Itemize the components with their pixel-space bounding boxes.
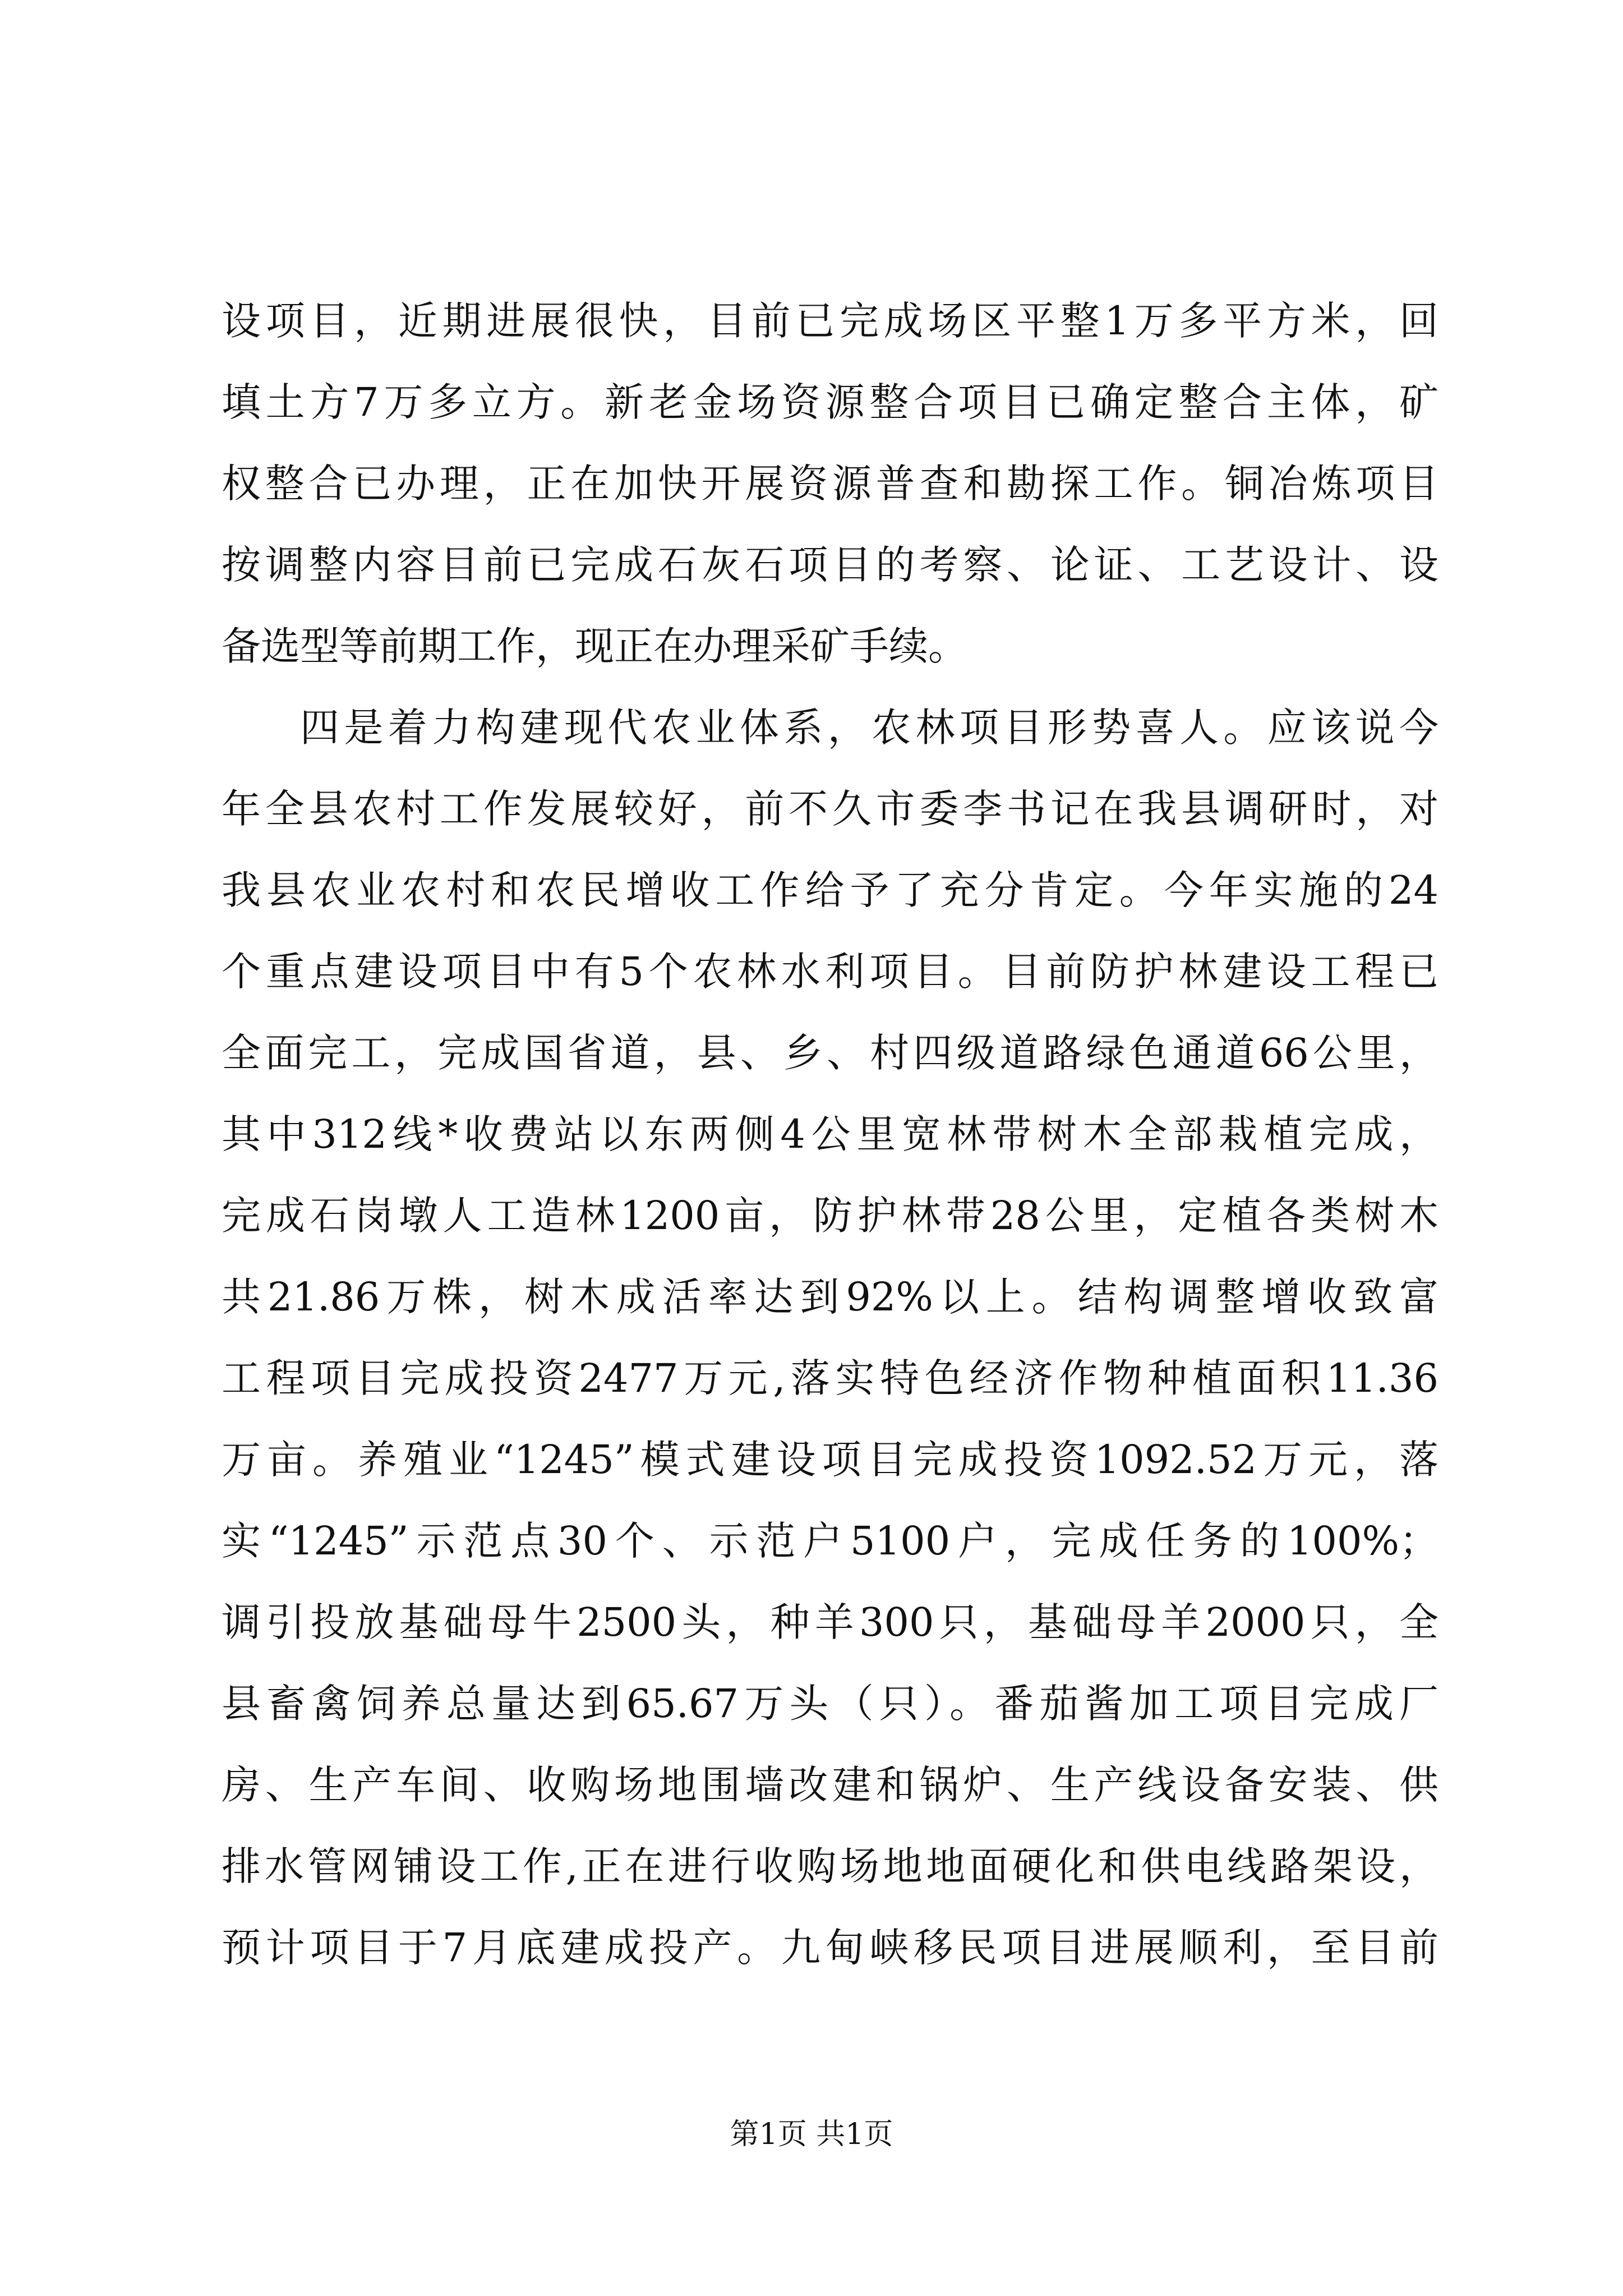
text-line: 县畜禽饲养总量达到65.67万头（只）。番茄酱加工项目完成厂 [222, 1681, 1438, 1727]
text-line: 个重点建设项目中有5个农林水利项目。目前防护林建设工程已 [222, 949, 1438, 995]
text-line: 完成石岗墩人工造林1200亩，防护林带28公里，定植各类树木 [222, 1193, 1438, 1239]
text-line: 排水管网铺设工作,正在进行收购场地地面硬化和供电线路架设， [222, 1843, 1438, 1889]
text-line: 权整合已办理，正在加快开展资源普查和勘探工作。铜冶炼项目 [222, 461, 1438, 507]
paragraph-first-line: 四是着力构建现代农业体系，农林项目形势喜人。应该说今 [300, 705, 1438, 751]
text-line: 预计项目于7月底建成投产。九甸峡移民项目进展顺利，至目前 [222, 1925, 1438, 1971]
text-line: 其中312线*收费站以东两侧4公里宽林带树木全部栽植完成， [222, 1111, 1438, 1157]
text-line: 设项目，近期进展很快，目前已完成场区平整1万多平方米，回 [222, 298, 1438, 344]
text-line: 全面完工，完成国省道，县、乡、村四级道路绿色通道66公里， [222, 1030, 1438, 1076]
text-line: 共21.86万株，树木成活率达到92%以上。结构调整增收致富 [222, 1274, 1438, 1320]
text-line: 调引投放基础母牛2500头，种羊300只，基础母羊2000只，全 [222, 1599, 1438, 1645]
text-line: 工程项目完成投资2477万元,落实特色经济作物种植面积11.36 [222, 1355, 1438, 1401]
page-footer [0, 2115, 1623, 2154]
text-line: 填土方7万多立方。新老金场资源整合项目已确定整合主体，矿 [222, 379, 1438, 425]
text-line: 万亩。养殖业“1245”模式建设项目完成投资1092.52万元，落 [222, 1437, 1438, 1483]
text-line: 年全县农村工作发展较好，前不久市委李书记在我县调研时，对 [222, 786, 1438, 832]
text-line: 我县农业农村和农民增收工作给予了充分肯定。今年实施的24 [222, 867, 1438, 913]
body-text [222, 280, 1438, 1989]
text-line: 实“1245”示范点30个、示范户5100户，完成任务的100%； [222, 1518, 1438, 1564]
text-line: 按调整内容目前已完成石灰石项目的考察、论证、工艺设计、设 [222, 542, 1438, 588]
page-number-label: 第1页 共1页 [730, 2118, 893, 2151]
text-line: 房、生产车间、收购场地围墙改建和锅炉、生产线设备安装、供 [222, 1762, 1438, 1808]
text-line: 备选型等前期工作，现正在办理采矿手续。 [222, 623, 967, 669]
